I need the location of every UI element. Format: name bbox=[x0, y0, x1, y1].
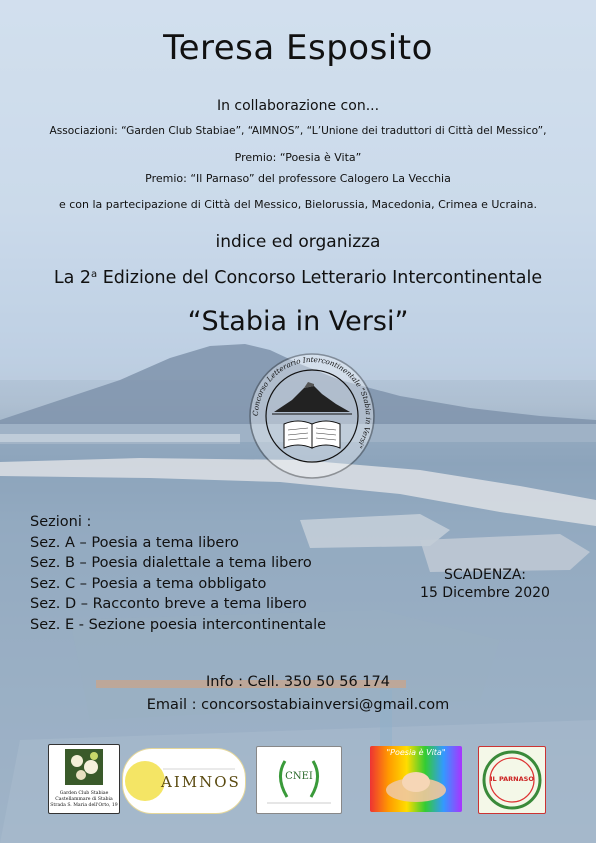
aimnos-text: AIMNOS bbox=[161, 773, 241, 791]
flower-icon bbox=[49, 745, 119, 789]
cnei-text: CNEI bbox=[285, 771, 313, 782]
section-a: Sez. A – Poesia a tema libero bbox=[30, 534, 239, 551]
deadline-date: 15 Dicembre 2020 bbox=[420, 585, 550, 601]
contact-email: Email : concorsostabiainversi@gmail.com bbox=[146, 697, 450, 713]
cnei-logo bbox=[256, 746, 342, 814]
parnaso-text: IL PARNASO bbox=[490, 775, 534, 783]
organizes-line: indice ed organizza bbox=[215, 232, 381, 252]
contest-emblem bbox=[248, 352, 376, 480]
garden-club-logo bbox=[48, 744, 120, 814]
participation-line: e con la partecipazione di Città del Messico, Bielorussia, Macedonia, Crimea e Ucraina. bbox=[58, 198, 538, 211]
edition-line: La 2$^a$ Edizione del Concorso Letterario Intercontinentale bbox=[53, 268, 543, 288]
associations-line: Associazioni: “Garden Club Stabiae”, “AIMNOS”, “L’Unione dei traduttori di Città del Messico”, bbox=[49, 125, 547, 137]
collaboration-intro: In collaborazione con... bbox=[216, 98, 380, 114]
parnaso-logo bbox=[478, 746, 546, 814]
section-d: Sez. D – Racconto breve a tema libero bbox=[30, 596, 307, 612]
section-e: Sez. E - Sezione poesia intercontinentale bbox=[30, 616, 327, 633]
sections-heading: Sezioni : bbox=[30, 514, 92, 530]
author-name: Teresa Esposito bbox=[163, 28, 433, 68]
emblem-ring-text: Concorso Letterario Intercontinentale "Stabia in Versi" bbox=[250, 354, 374, 451]
prize-poesia-vita: Premio: “Poesia è Vita” bbox=[234, 151, 362, 164]
prize-parnaso: Premio: “Il Parnaso” del professore Calogero La Vecchia bbox=[145, 172, 451, 185]
poesia-vita-text: "Poesia è Vita" bbox=[386, 748, 446, 757]
deadline-label: SCADENZA: bbox=[444, 567, 526, 583]
poesia-vita-logo bbox=[370, 746, 462, 812]
garden-club-name: Garden Club Stabiae bbox=[59, 791, 109, 796]
deadline bbox=[390, 566, 580, 602]
aimnos-logo bbox=[122, 748, 246, 814]
section-c: Sez. C – Poesia a tema obbligato bbox=[30, 575, 267, 592]
section-b: Sez. B – Poesia dialettale a tema libero bbox=[30, 555, 312, 571]
contest-name: “Stabia in Versi” bbox=[187, 306, 409, 337]
garden-club-address: Strada S. Maria dell'Orto, 19 bbox=[50, 803, 118, 808]
sections-list bbox=[30, 512, 326, 635]
garden-club-city: Castellammare di Stabia bbox=[55, 797, 113, 802]
contact-phone: Info : Cell. 350 50 56 174 bbox=[206, 674, 390, 690]
